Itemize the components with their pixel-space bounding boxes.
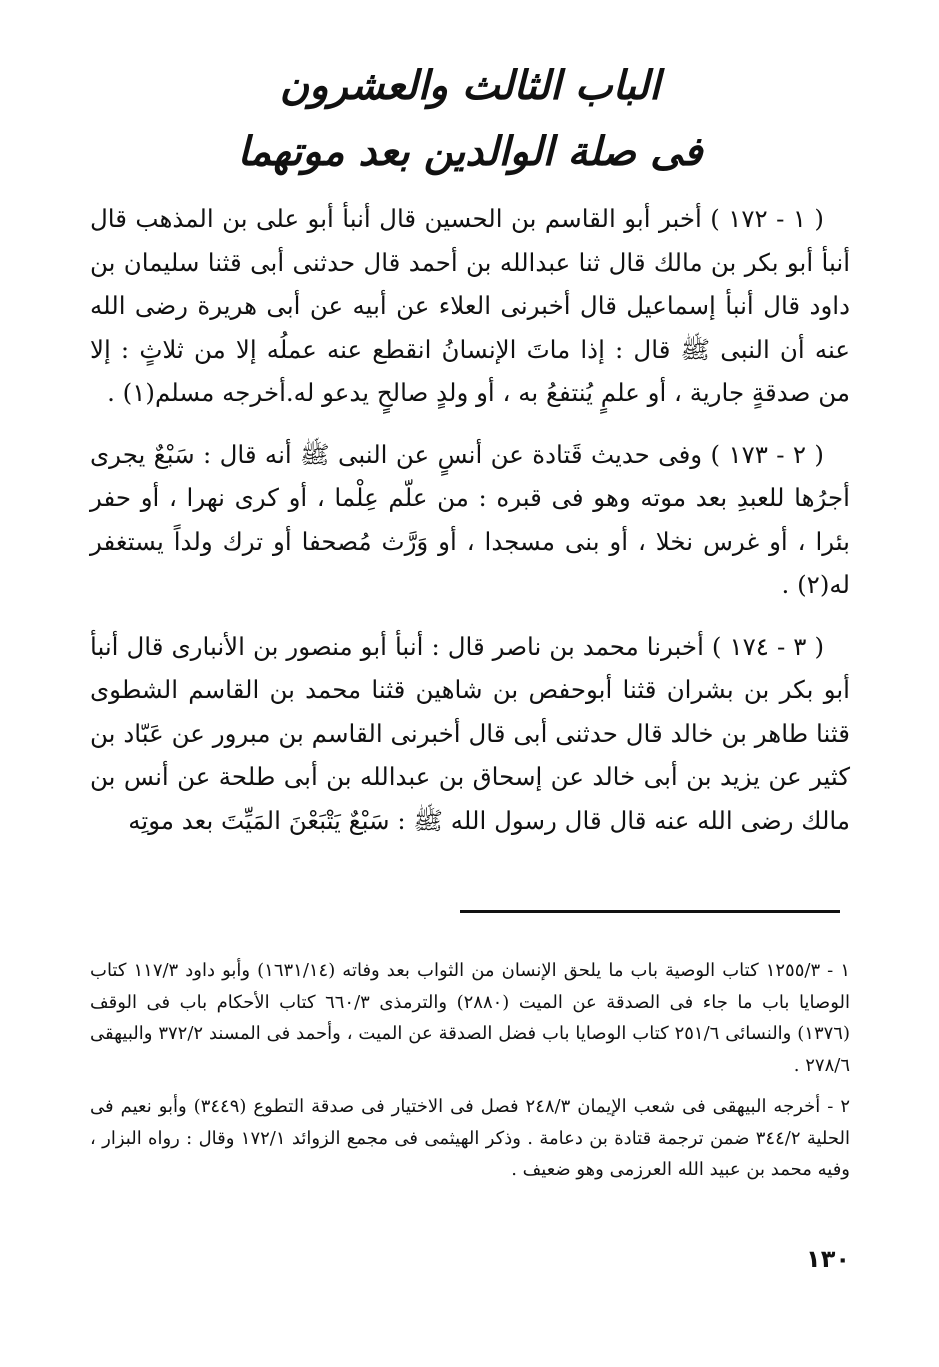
- hadith-text: أخبرنا محمد بن ناصر قال : أنبأ أبو منصور بن الأنبارى قال أنبأ أبو بكر بن بشران قثنا أبوحفص بن شاهين قثنا محمد بن القاسم الشطوى قثنا طاهر بن خالد قال حدثنى أبى قال أخبرنى القاسم بن مبرور عن عَبّاد بن كثير عن يزيد بن أبى خالد عن إسحاق بن عبدالله بن أبى طلحة عن أنس بن مالك رضى الله عنه قال قال رسول الله ﷺ : سَبْعٌ يَتْبَعْنَ المَيِّتَ بعد موتِه: [90, 631, 850, 835]
- hadith-text: أخبر أبو القاسم بن الحسين قال أنبأ أبو على بن المذهب قال أنبأ أبو بكر بن مالك قال ثنا عبدالله بن أحمد قال حدثنى أبى قثنا سليمان بن داود قال أنبأ إسماعيل قال أخبرنى العلاء عن أبيه عن أبى هريرة رضى الله عنه أن النبى ﷺ قال : إذا ماتَ الإنسانُ انقطع عنه عملُه إلا من ثلاثٍ : إلا من صدقةٍ جارية ، أو علمٍ يُنتفعُ به ، أو ولدٍ صالحٍ يدعو له.أخرجه مسلم(١) .: [90, 204, 850, 407]
- hadith-paragraph: [90, 433, 850, 607]
- page-number: ١٣٠: [806, 1245, 850, 1273]
- page-body: [90, 55, 850, 860]
- hadith-number: ( ٣ - ١٧٤ ): [711, 631, 825, 661]
- hadith-number: ( ٢ - ١٧٣ ): [710, 439, 824, 469]
- footnote-divider: [460, 910, 840, 913]
- hadith-text: وفى حديث قَتادة عن أنسٍ عن النبى ﷺ أنه قال : سَبْعٌ يجرى أجرُها للعبدِ بعد موته وهو فى قبره : من علّم عِلْما ، أو كرى نهرا ، أو حفر بئرا ، أو غرس نخلا ، أو بنى مسجدا ، أو وَرَّث مُصحفا أو ترك ولداً يستغفر له(٢) .: [90, 439, 850, 599]
- hadith-paragraph: [90, 625, 850, 843]
- hadith-paragraph: [90, 197, 850, 415]
- chapter-title: الباب الثالث والعشرون: [279, 62, 661, 109]
- chapter-subtitle: فى صلة الوالدين بعد موتهما: [237, 128, 703, 175]
- footnotes: [90, 955, 850, 1196]
- footnote: ١ - ١٢٥٥/٣ كتاب الوصية باب ما يلحق الإنسان من الثواب بعد وفاته (١٦٣١/١٤) وأبو داود ١١٧/٣ كتاب الوصايا باب ما جاء فى الصدقة عن الميت (٢٨٨٠) والترمذى ٦٦٠/٣ كتاب الأحكام باب فى الوقف (١٣٧٦) والنسائى ٢٥١/٦ كتاب الوصايا باب فضل الصدقة عن الميت ، وأحمد فى المسند ٣٧٢/٢ والبيهقى ٢٧٨/٦ .: [90, 960, 850, 1076]
- hadith-number: ( ١ - ١٧٢ ): [710, 204, 824, 233]
- footnote: ٢ - أخرجه البيهقى فى شعب الإيمان ٢٤٨/٣ فصل فى الاختيار فى صدقة التطوع (٣٤٤٩) وأبو نعيم فى الحلية ٣٤٤/٢ ضمن ترجمة قتادة بن دعامة . وذكر الهيثمى فى مجمع الزوائد ١٧٢/١ وقال : رواه البزار ، وفيه محمد بن عبيد الله العرزمى وهو ضعيف .: [90, 1096, 851, 1180]
